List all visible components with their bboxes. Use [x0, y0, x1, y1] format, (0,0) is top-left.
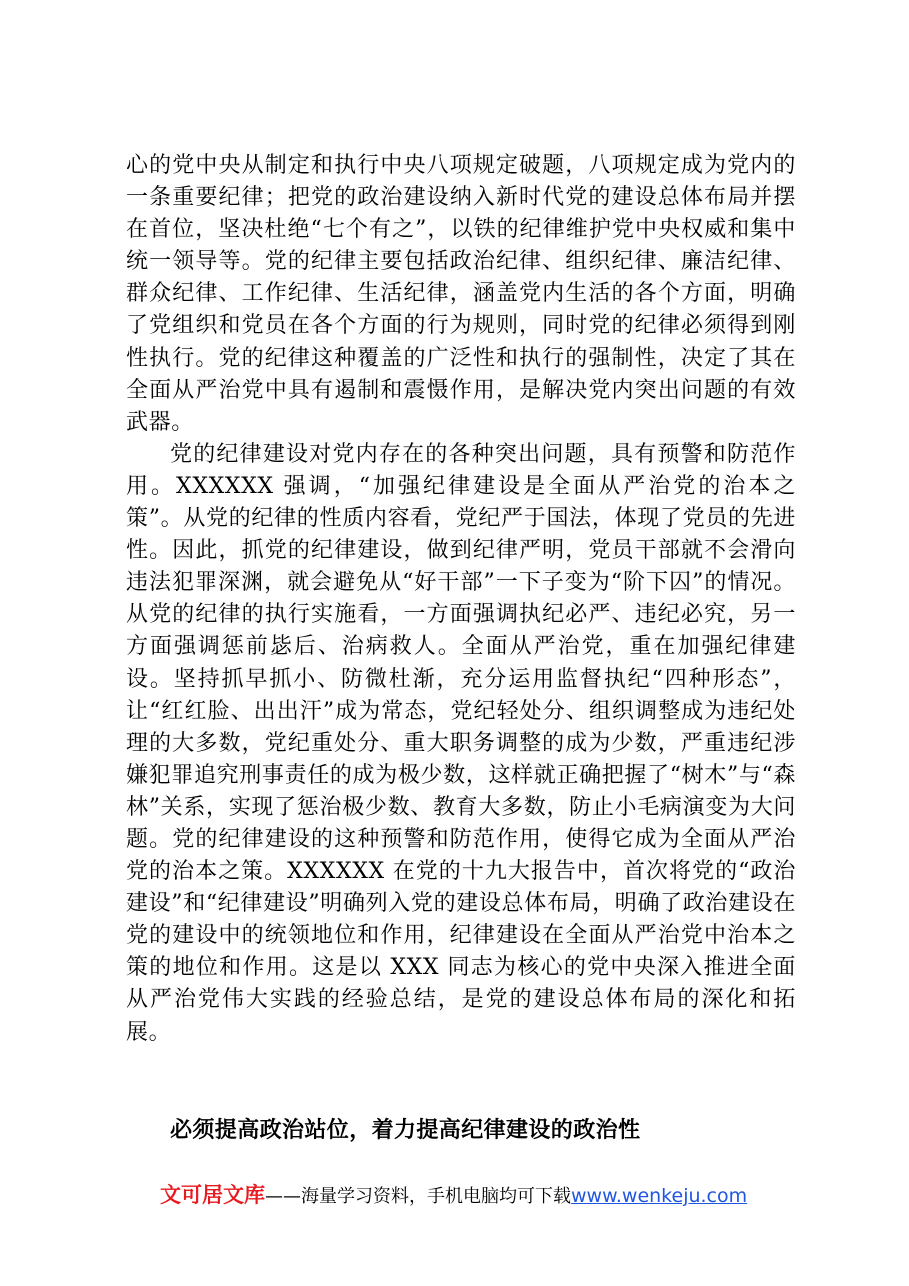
footer-banner [160, 1180, 860, 1212]
footer-slogan: ——海量学习资料，手机电脑均可下载 [265, 1186, 571, 1207]
document-body [126, 150, 796, 1049]
paragraph-continued: 心的党中央从制定和执行中央八项规定破题，八项规定成为党内的一条重要纪律；把党的政治建设纳入新时代党的建设总体布局并摆在首位，坚决杜绝“七个有之”，以铁的纪律维护党中央权威和集中统一领导等。党的纪律主要包括政治纪律、组织纪律、廉洁纪律、群众纪律、工作纪律、生活纪律，涵盖党内生活的各个方面，明确了党组织和党员在各个方面的行为规则，同时党的纪律必须得到刚性执行。党的纪律这种覆盖的广泛性和执行的强制性，决定了其在全面从严治党中具有遏制和震慑作用，是解决党内突出问题的有效武器。 [126, 153, 796, 435]
footer-brand: 文可居文库 [160, 1183, 265, 1207]
section-heading: 必须提高政治站位，着力提高纪律建设的政治性 [170, 1118, 641, 1143]
paragraph-discipline-warning: 党的纪律建设对党内存在的各种突出问题，具有预警和防范作用。XXXXXX 强调，“加强纪律建设是全面从严治党的治本之策”。从党的纪律的性质内容看，党纪严于国法，体现了党员的先进性。因此，抓党的纪律建设，做到纪律严明，党员干部就不会滑向违法犯罪深渊，就会避免从“好干部”一下子变为“阶下囚”的情况。从党的纪律的执行实施看，一方面强调执纪必严、违纪必究，另一方面强调惩前毖后、治病救人。全面从严治党，重在加强纪律建设。坚持抓早抓小、防微杜渐，充分运用监督执纪“四种形态”，让“红红脸、出出汗”成为常态，党纪轻处分、组织调整成为违纪处理的大多数，党纪重处分、重大职务调整的成为少数，严重违纪涉嫌犯罪追究刑事责任的成为极少数，这样就正确把握了“树木”与“森林”关系，实现了惩治极少数、教育大多数，防止小毛病演变为大问题。党的纪律建设的这种预警和防范作用，使得它成为全面从严治党的治本之策。XXXXXX 在党的十九大报告中，首次将党的“政治建设”和“纪律建设”明确列入党的建设总体布局，明确了政治建设在党的建设中的统领地位和作用，纪律建设在全面从严治党中治本之策的地位和作用。这是以 XXX 同志为核心的党中央深入推进全面从严治党伟大实践的经验总结，是党的建设总体布局的深化和拓展。 [126, 441, 796, 1045]
footer-link[interactable]: www.wenkeju.com [571, 1185, 748, 1207]
